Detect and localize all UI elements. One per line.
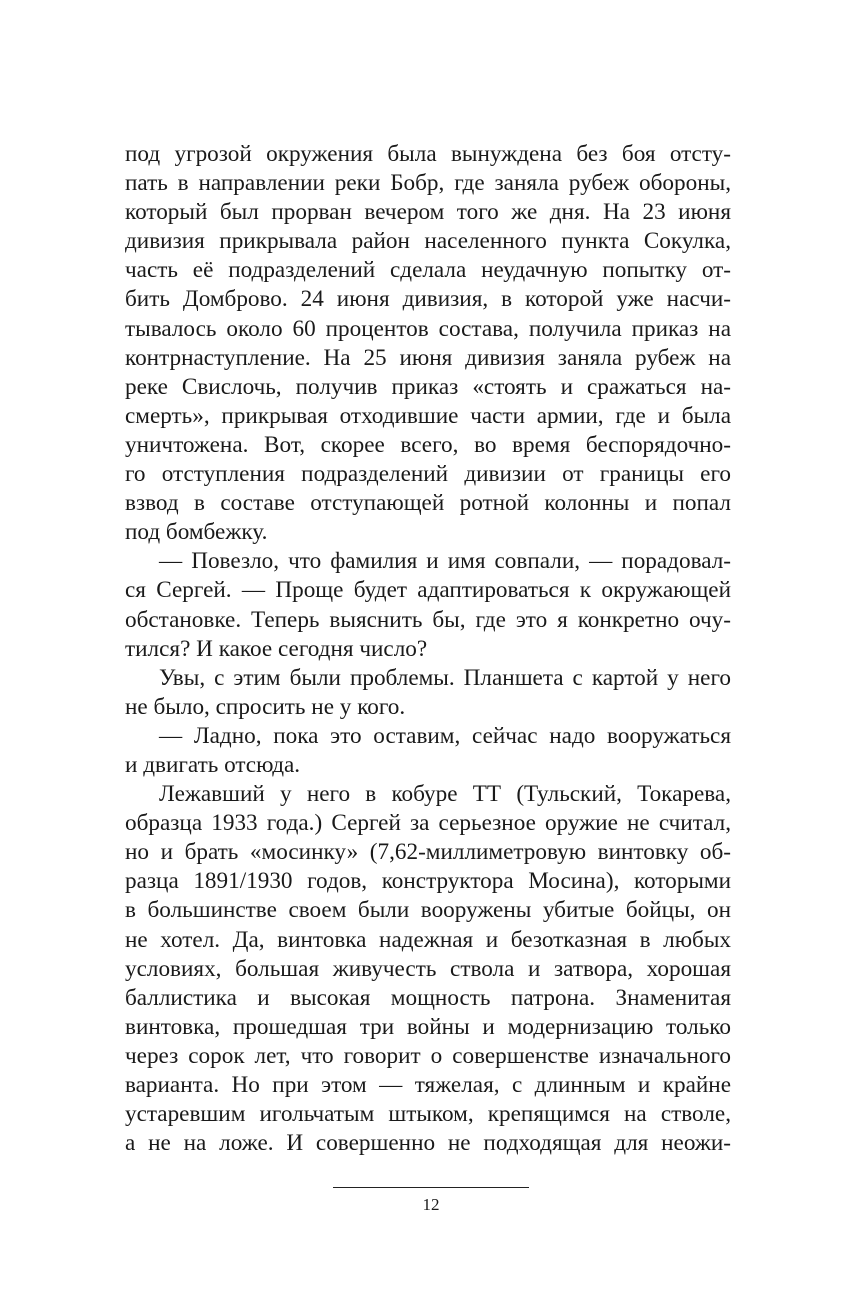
text-line: который был прорван вечером того же дня. На 23 июня <box>125 199 731 226</box>
text-line: уничтожена. Вот, скорее всего, во время беспорядочно- <box>125 431 731 458</box>
page-number: 12 <box>422 1195 440 1214</box>
text-line: пать в направлении реки Бобр, где заняла рубеж обороны, <box>125 170 731 197</box>
paragraph-first-line: Лежавший у него в кобуре ТТ (Тульский, Токарева, <box>159 781 731 808</box>
dialogue-line: — Ладно, пока это оставим, сейчас надо вооружаться <box>159 722 731 749</box>
text-line: образца 1933 года.) Сергей за серьезное оружие не считал, <box>125 810 731 837</box>
text-line: часть её подразделений сделала неудачную попытку от- <box>125 257 731 284</box>
text-line: тывалось около 60 процентов состава, получила приказ на <box>125 315 731 342</box>
text-line: ся Сергей. — Проще будет адаптироваться к окружающей <box>125 577 731 604</box>
text-line: разца 1891/1930 годов, конструктора Мосина), которыми <box>125 868 731 895</box>
paragraph-first-line: Увы, с этим были проблемы. Планшета с картой у него <box>159 664 731 691</box>
text-line: смерть», прикрывая отходившие части армии, где и была <box>125 402 731 429</box>
text-line: не было, спросить не у кого. <box>125 693 406 720</box>
text-line: а не на ложе. И совершенно не подходящая для неожи- <box>125 1130 731 1157</box>
text-line: и двигать отсюда. <box>125 751 301 778</box>
text-line: винтовка, прошедшая три войны и модернизацию только <box>125 1013 731 1040</box>
text-line: го отступления подразделений дивизии от границы его <box>125 461 731 488</box>
body-text <box>125 140 731 1158</box>
text-line: через сорок лет, что говорит о совершенстве изначального <box>125 1042 731 1069</box>
footer-divider <box>333 1187 529 1188</box>
text-line: варианта. Но при этом — тяжелая, с длинным и крайне <box>125 1072 731 1098</box>
text-line: в большинстве своем были вооружены убитые бойцы, он <box>125 897 731 924</box>
text-line: взвод в составе отступающей ротной колонны и попал <box>125 490 731 517</box>
text-line: под бомбежку. <box>125 519 268 546</box>
text-line: под угрозой окружения была вынуждена без боя отсту- <box>125 141 731 167</box>
text-line: реке Свислочь, получив приказ «стоять и сражаться на- <box>125 373 731 400</box>
text-line: обстановке. Теперь выяснить бы, где это я конкретно очу- <box>125 606 731 633</box>
text-line: контрнаступление. На 25 июня дивизия заняла рубеж на <box>125 344 731 371</box>
dialogue-line: — Повезло, что фамилия и имя совпали, — порадовал- <box>159 548 731 575</box>
text-line: условиях, большая живучесть ствола и затвора, хорошая <box>125 955 731 982</box>
text-line: не хотел. Да, винтовка надежная и безотказная в любых <box>125 926 731 953</box>
text-line: устаревшим игольчатым штыком, крепящимся на стволе, <box>125 1101 731 1128</box>
text-line: баллистика и высокая мощность патрона. Знаменитая <box>125 984 731 1011</box>
text-line: дивизия прикрывала район населенного пункта Сокулка, <box>125 228 731 255</box>
text-line: бить Домброво. 24 июня дивизия, в которой уже насчи- <box>125 286 731 313</box>
text-line: но и брать «мосинку» (7,62-миллиметровую винтовку об- <box>125 839 731 866</box>
text-line: тился? И какое сегодня число? <box>125 635 428 662</box>
